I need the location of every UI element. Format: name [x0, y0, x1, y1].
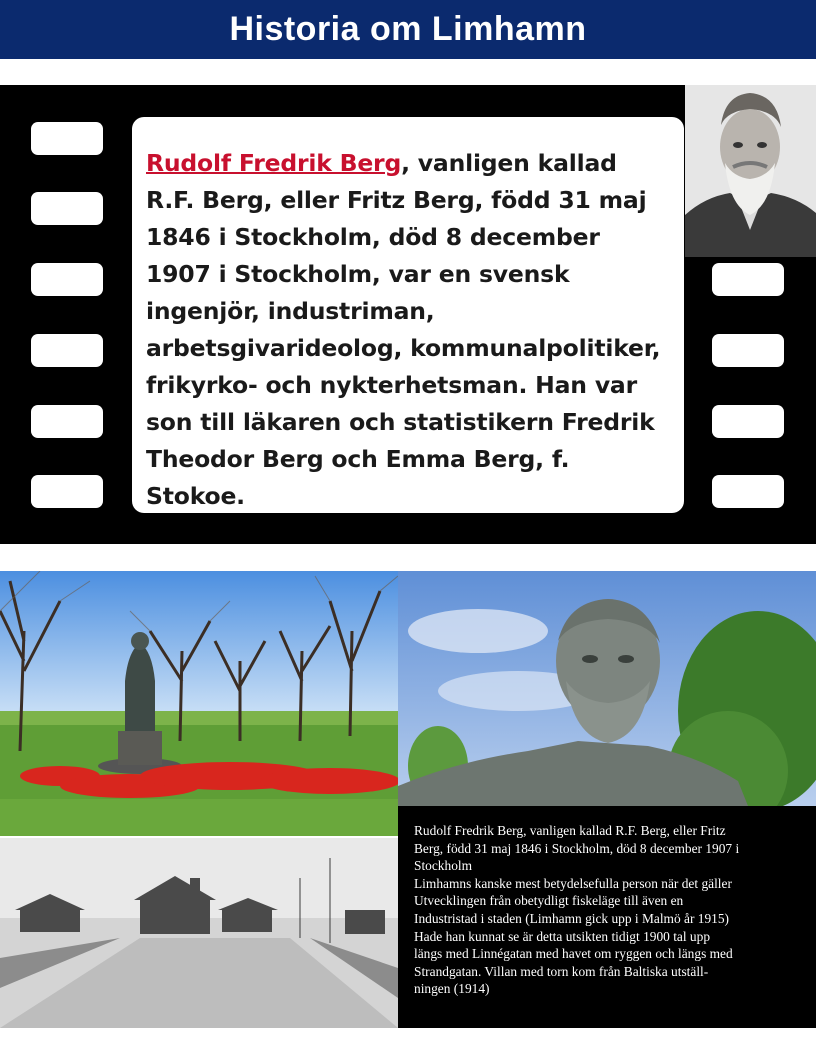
film-hole	[712, 405, 784, 438]
caption-line: Berg, född 31 maj 1846 i Stockholm, död 8 december 1907 i	[414, 840, 740, 856]
film-hole	[31, 475, 103, 508]
caption-line: Utvecklingen från obetydligt fiskeläge till även en	[414, 893, 684, 909]
caption-line: ningen (1914)	[414, 981, 490, 997]
film-hole	[712, 475, 784, 508]
caption-line: Hade han kunnat se är detta utsikten tidigt 1900 tal upp	[414, 928, 711, 944]
statue-park-photo	[0, 571, 398, 836]
intro-text: , vanligen kallad R.F. Berg, eller Fritz Berg, född 31 maj 1846 i Stockholm, död 8 december 1907 i Stockholm, var en svensk ingenjör, industriman, arbetsgivarideolog, kommunalpolitiker, frikyrko- och nykterhetsman. Han var son till läkaren och statistikern Fredrik Theodor Berg och Emma Berg, f. Stokoe.	[146, 149, 661, 510]
caption-line: längs med Linnégatan med havet om ryggen och längs med	[414, 946, 733, 962]
film-hole	[31, 405, 103, 438]
intro-text-box	[132, 117, 684, 513]
caption-box	[398, 806, 816, 1028]
name-link[interactable]: Rudolf Fredrik Berg	[146, 149, 402, 177]
intro-paragraph	[146, 145, 670, 515]
portrait-photo	[685, 85, 816, 257]
film-hole	[712, 263, 784, 296]
film-hole	[31, 192, 103, 225]
film-hole	[31, 263, 103, 296]
caption-line: Strandgatan. Villan med torn kom från Baltiska utställ-	[414, 963, 709, 979]
header-banner	[0, 0, 816, 59]
caption-line: Rudolf Fredrik Berg, vanligen kallad R.F. Berg, eller Fritz	[414, 823, 726, 838]
caption-text	[414, 822, 808, 998]
film-hole	[31, 334, 103, 367]
caption-line: Stockholm	[414, 858, 473, 874]
film-hole	[31, 122, 103, 155]
old-street-photo	[0, 838, 398, 1028]
caption-line: Limhamns kanske mest betydelsefulla person när det gäller	[414, 875, 732, 891]
caption-line: Industristad i staden (Limhamn gick upp i Malmö år 1915)	[414, 910, 729, 926]
bust-statue-photo	[398, 571, 816, 806]
film-hole	[712, 334, 784, 367]
page-title: Historia om Limhamn	[229, 10, 587, 48]
